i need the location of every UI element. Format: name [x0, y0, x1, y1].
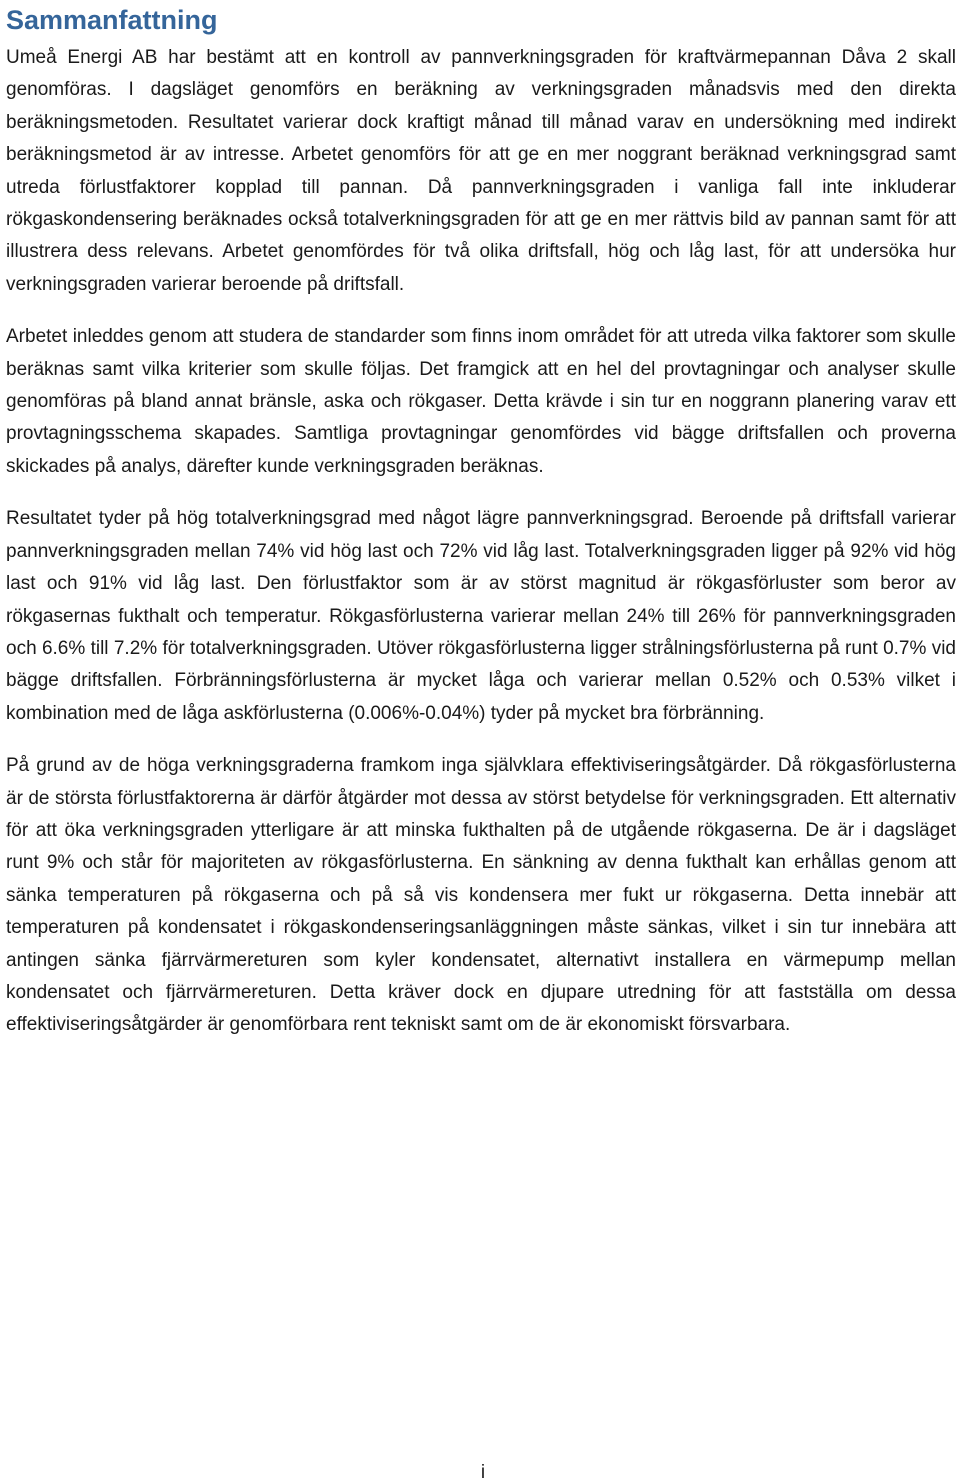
page-number: i: [480, 1462, 486, 1483]
paragraph-method: Arbetet inleddes genom att studera de standarder som finns inom området för att utreda vilka faktorer som skulle beräknas samt vilka kriterier som skulle följas. Det framgick att en hel del provtagningar och analyser skulle genomföras på bland annat bränsle, aska och rökgaser. Detta krävde i sin tur en noggrann planering varav ett provtagningsschema skapades. Samtliga provtagningar genomfördes vid bägge driftsfallen och proverna skickades på analys, därefter kunde verkningsgraden beräknas.: [6, 326, 956, 477]
paragraph-intro: Umeå Energi AB har bestämt att en kontroll av pannverkningsgraden för kraftvärmepannan Dåva 2 skall genomföras. I dagsläget genomförs en beräkning av verkningsgraden månadsvis med den direkta beräkningsmetoden. Resultatet varierar dock kraftigt månad till månad varav en undersökning med indirekt beräkningsmetod är av intresse. Arbetet genomförs för att ge en mer noggrant beräknad verkningsgrad samt utreda förlustfaktorer kopplad till pannan. Då pannverkningsgraden i vanliga fall inte inkluderar rökgaskondensering beräknades också totalverkningsgraden för att ge en mer rättvis bild av pannan samt för att illustrera dess relevans. Arbetet genomfördes för två olika driftsfall, hög och låg last, för att undersöka hur verkningsgraden varierar beroende på driftsfall.: [6, 47, 956, 295]
paragraph-measures: På grund av de höga verkningsgraderna framkom inga självklara effektiviseringsåtgärder. Då rökgasförlusterna är de största förlustfaktorerna är därför åtgärder mot dessa av störst betydelse för verkningsgraden. Ett alternativ för att öka verkningsgraden ytterligare är att minska fukthalten på de utgående rökgaserna. De är i dagsläget runt 9% och står för majoriteten av rökgasförlusterna. En sänkning av denna fukthalt kan erhållas genom att sänka temperaturen på rökgaserna och på så vis kondensera mer fukt ur rökgaserna. Detta innebär att temperaturen på kondensatet i rökgaskondenseringsanläggningen måste sänkas, vilket i sin tur innebära att antingen sänka fjärrvärmereturen som kyler kondensatet, alternativt installera en värmepump mellan kondensatet och fjärrvärmereturen. Detta kräver dock en djupare utredning för att fastställa om dessa effektiviseringsåtgärder är genomförbara rent tekniskt samt om de är ekonomiskt försvarbara.: [6, 755, 956, 1036]
section-title: Sammanfattning: [6, 5, 218, 35]
document-page: [6, 0, 956, 1042]
paragraph-results: Resultatet tyder på hög totalverkningsgrad med något lägre pannverkningsgrad. Beroende på driftsfall varierar pannverkningsgraden mellan 74% vid hög last och 72% vid låg last. Totalverkningsgraden ligger på 92% vid hög last och 91% vid låg last. Den förlustfaktor som är av störst magnitud är rökgasförluster som beror av rökgasernas fukthalt och temperatur. Rökgasförlusterna varierar mellan 24% till 26% för pannverkningsgraden och 6.6% till 7.2% för totalverkningsgraden. Utöver rökgasförlusterna ligger strålningsförlusterna på runt 0.7% vid bägge driftsfallen. Förbränningsförlusterna är mycket låga och varierar mellan 0.52% och 0.53% vilket i kombination med de låga askförlusterna (0.006%-0.04%) tyder på mycket bra förbränning.: [6, 508, 956, 724]
